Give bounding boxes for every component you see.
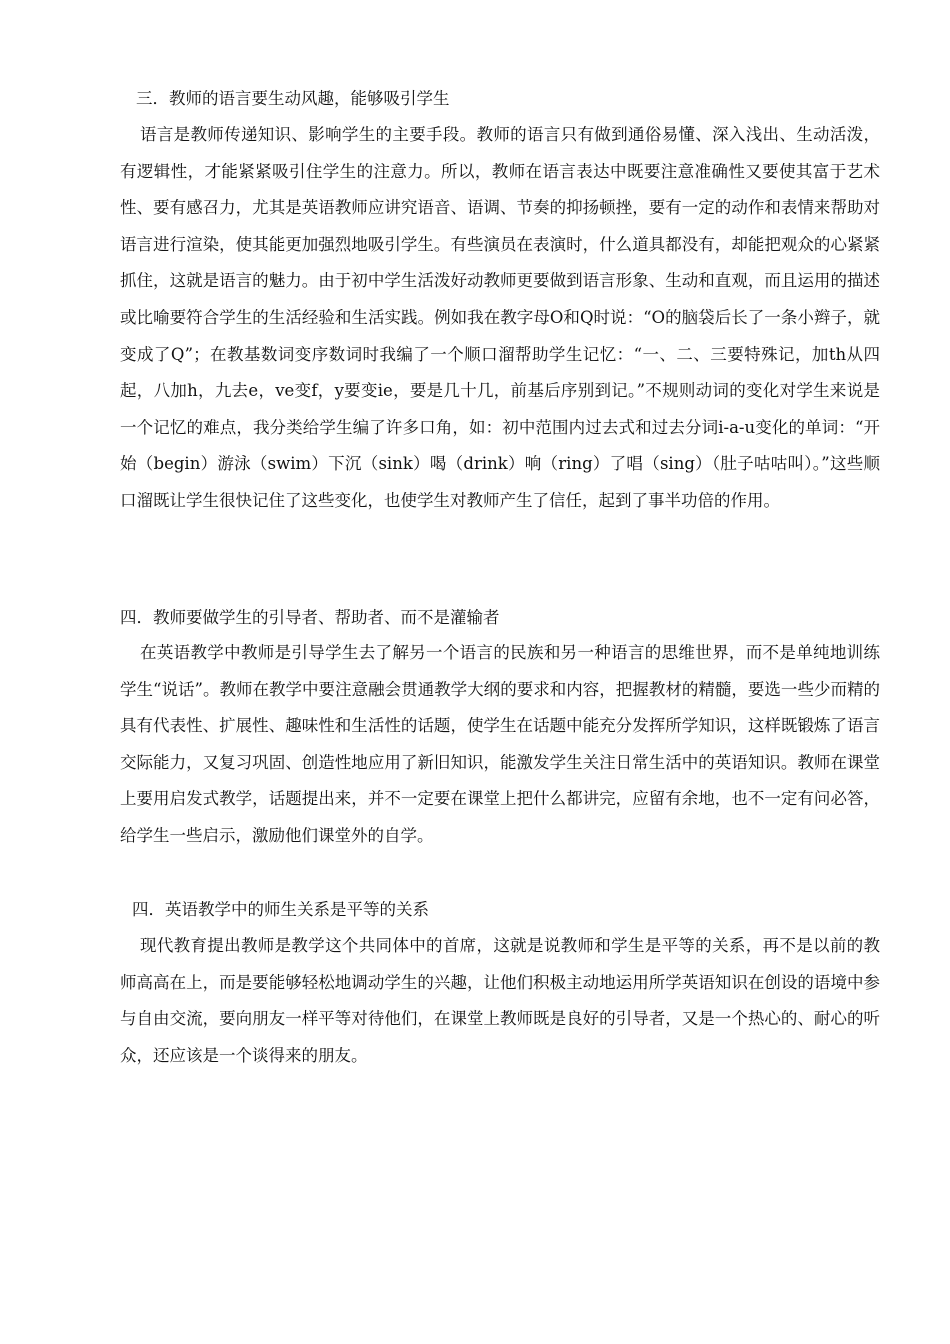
section-paragraph: 在英语教学中教师是引导学生去了解另一个语言的民族和另一种语言的思维世界，而不是单纯地训练学生“说话”。教师在教学中要注意融会贯通教学大纲的要求和内容，把握教材的精髓，要选一些少而精的具有代表性、扩展性、趣味性和生活性的话题，使学生在话题中能充分发挥所学知识，这样既锻炼了语言交际能力，又复习巩固、创造性地应用了新旧知识，能激发学生关注日常生活中的英语知识。教师在课堂上要用启发式教学，话题提出来，并不一定要在课堂上把什么都讲完，应留有余地，也不一定有问必答，给学生一些启示，激励他们课堂外的自学。 bbox=[120, 643, 880, 845]
section-heading: 三．教师的语言要生动风趣，能够吸引学生 bbox=[136, 89, 450, 108]
section-heading: 四．教师要做学生的引导者、帮助者、而不是灌输者 bbox=[120, 608, 500, 627]
section-paragraph: 语言是教师传递知识、影响学生的主要手段。教师的语言只有做到通俗易懂、深入浅出、生动活泼，有逻辑性，才能紧紧吸引住学生的注意力。所以，教师在语言表达中既要注意准确性又要使其富于艺术性、要有感召力，尤其是英语教师应讲究语音、语调、节奏的抑扬顿挫，要有一定的动作和表情来帮助对语言进行渲染，使其能更加强烈地吸引学生。有些演员在表演时，什么道具都没有，却能把观众的心紧紧抓住，这就是语言的魅力。由于初中学生活泼好动教师更要做到语言形象、生动和直观，而且运用的描述或比喻要符合学生的生活经验和生活实践。例如我在教字母O和Q时说：“O的脑袋后长了一条小辫子，就变成了Q”；在教基数词变序数词时我编了一个顺口溜帮助学生记忆：“一、二、三要特殊记，加th从四起，八加h，九去e，ve变f，y要变ie，要是几十几，前基后序别到记。”不规则动词的变化对学生来说是一个记忆的难点，我分类给学生编了许多口角，如：初中范围内过去式和过去分词i-a-u变化的单词：“开始（begin）游泳（swim）下沉（sink）喝（drink）响（ring）了唱（sing）（肚子咕咕叫）。”这些顺口溜既让学生很快记住了这些变化，也使学生对教师产生了信任，起到了事半功倍的作用。 bbox=[120, 125, 880, 510]
section-heading: 四．英语教学中的师生关系是平等的关系 bbox=[132, 900, 429, 919]
section-paragraph: 现代教育提出教师是教学这个共同体中的首席，这就是说教师和学生是平等的关系，再不是以前的教师高高在上，而是要能够轻松地调动学生的兴趣，让他们积极主动地运用所学英语知识在创设的语境中参与自由交流，要向朋友一样平等对待他们，在课堂上教师既是良好的引导者，又是一个热心的、耐心的听众，还应该是一个谈得来的朋友。 bbox=[120, 936, 880, 1065]
